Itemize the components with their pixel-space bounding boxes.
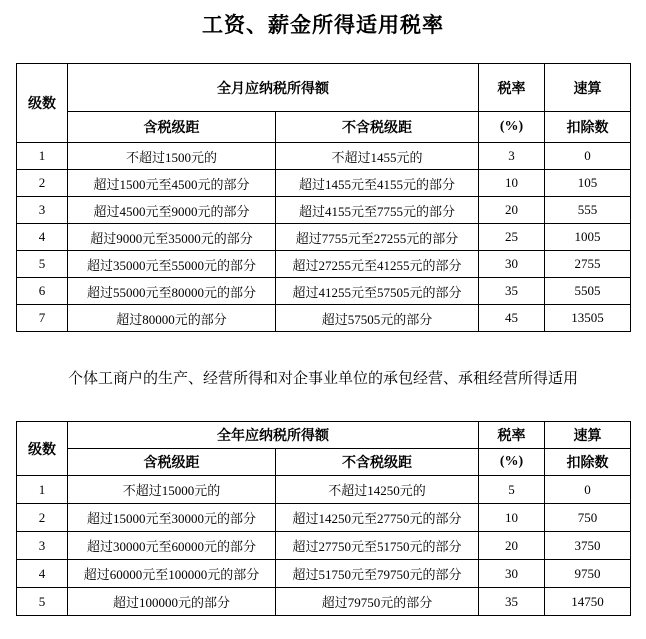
level-cell: 1: [17, 476, 68, 504]
rate-cell: 30: [479, 560, 545, 588]
col-header-incl-bracket: 含税级距: [68, 112, 276, 143]
col-header-excl-bracket: 不含税级距: [276, 112, 479, 143]
col-header-rate-bottom: (%): [479, 449, 545, 476]
level-cell: 4: [17, 560, 68, 588]
incl-bracket-cell: 超过1500元至4500元的部分: [68, 170, 276, 197]
table-row: [17, 197, 631, 224]
excl-bracket-cell: 超过4155元至7755元的部分: [276, 197, 479, 224]
quick-deduction-cell: 555: [545, 197, 631, 224]
rate-cell: 10: [479, 504, 545, 532]
incl-bracket-cell: 超过15000元至30000元的部分: [68, 504, 276, 532]
quick-deduction-cell: 5505: [545, 278, 631, 305]
header-row-2: [17, 112, 631, 143]
col-header-level: 级数: [17, 64, 68, 143]
table-row: [17, 476, 631, 504]
col-header-rate-bottom: (%): [479, 112, 545, 143]
quick-deduction-cell: 2755: [545, 251, 631, 278]
quick-deduction-cell: 1005: [545, 224, 631, 251]
header-row-1: [17, 422, 631, 449]
incl-bracket-cell: 超过100000元的部分: [68, 588, 276, 616]
level-cell: 7: [17, 305, 68, 332]
header-row-1: [17, 64, 631, 112]
incl-bracket-cell: 超过30000元至60000元的部分: [68, 532, 276, 560]
level-cell: 5: [17, 251, 68, 278]
rate-cell: 35: [479, 278, 545, 305]
table-row: [17, 532, 631, 560]
col-header-excl-bracket: 不含税级距: [276, 449, 479, 476]
rate-cell: 25: [479, 224, 545, 251]
rate-cell: 30: [479, 251, 545, 278]
excl-bracket-cell: 不超过14250元的: [276, 476, 479, 504]
header-row-2: [17, 449, 631, 476]
col-header-quick-bottom: 扣除数: [545, 449, 631, 476]
quick-deduction-cell: 0: [545, 476, 631, 504]
table-row: [17, 251, 631, 278]
section-subtitle: 个体工商户的生产、经营所得和对企事业单位的承包经营、承租经营所得适用: [67, 371, 578, 387]
col-header-taxable-income: 全年应纳税所得额: [68, 422, 479, 449]
incl-bracket-cell: 不超过15000元的: [68, 476, 276, 504]
rate-cell: 3: [479, 143, 545, 170]
level-cell: 1: [17, 143, 68, 170]
excl-bracket-cell: 超过41255元至57505元的部分: [276, 278, 479, 305]
table-row: [17, 224, 631, 251]
quick-deduction-cell: 14750: [545, 588, 631, 616]
col-header-incl-bracket: 含税级距: [68, 449, 276, 476]
col-header-quick-bottom: 扣除数: [545, 112, 631, 143]
rate-cell: 35: [479, 588, 545, 616]
table-row: [17, 278, 631, 305]
incl-bracket-cell: 超过55000元至80000元的部分: [68, 278, 276, 305]
excl-bracket-cell: 超过1455元至4155元的部分: [276, 170, 479, 197]
excl-bracket-cell: 超过79750元的部分: [276, 588, 479, 616]
col-header-level: 级数: [17, 422, 68, 476]
quick-deduction-cell: 13505: [545, 305, 631, 332]
incl-bracket-cell: 超过9000元至35000元的部分: [68, 224, 276, 251]
level-cell: 5: [17, 588, 68, 616]
rate-cell: 10: [479, 170, 545, 197]
level-cell: 3: [17, 197, 68, 224]
col-header-quick-top: 速算: [545, 422, 631, 449]
rate-cell: 20: [479, 532, 545, 560]
table-row: [17, 143, 631, 170]
incl-bracket-cell: 超过80000元的部分: [68, 305, 276, 332]
incl-bracket-cell: 不超过1500元的: [68, 143, 276, 170]
incl-bracket-cell: 超过35000元至55000元的部分: [68, 251, 276, 278]
incl-bracket-cell: 超过4500元至9000元的部分: [68, 197, 276, 224]
annual-business-tax-table: [16, 421, 631, 616]
excl-bracket-cell: 超过7755元至27255元的部分: [276, 224, 479, 251]
rate-cell: 20: [479, 197, 545, 224]
excl-bracket-cell: 超过27750元至51750元的部分: [276, 532, 479, 560]
table-row: [17, 305, 631, 332]
excl-bracket-cell: 超过57505元的部分: [276, 305, 479, 332]
excl-bracket-cell: 超过14250元至27750元的部分: [276, 504, 479, 532]
rate-cell: 45: [479, 305, 545, 332]
excl-bracket-cell: 超过51750元至79750元的部分: [276, 560, 479, 588]
col-header-quick-top: 速算: [545, 64, 631, 112]
level-cell: 2: [17, 170, 68, 197]
col-header-rate-top: 税率: [479, 64, 545, 112]
level-cell: 3: [17, 532, 68, 560]
monthly-salary-tax-table: [16, 63, 631, 332]
level-cell: 4: [17, 224, 68, 251]
table-row: [17, 170, 631, 197]
table-row: [17, 504, 631, 532]
level-cell: 6: [17, 278, 68, 305]
col-header-taxable-income: 全月应纳税所得额: [68, 64, 479, 112]
table-row: [17, 560, 631, 588]
rate-cell: 5: [479, 476, 545, 504]
quick-deduction-cell: 750: [545, 504, 631, 532]
quick-deduction-cell: 0: [545, 143, 631, 170]
excl-bracket-cell: 不超过1455元的: [276, 143, 479, 170]
page-title: 工资、薪金所得适用税率: [202, 13, 444, 37]
quick-deduction-cell: 9750: [545, 560, 631, 588]
excl-bracket-cell: 超过27255元至41255元的部分: [276, 251, 479, 278]
level-cell: 2: [17, 504, 68, 532]
table-row: [17, 588, 631, 616]
quick-deduction-cell: 3750: [545, 532, 631, 560]
incl-bracket-cell: 超过60000元至100000元的部分: [68, 560, 276, 588]
quick-deduction-cell: 105: [545, 170, 631, 197]
col-header-rate-top: 税率: [479, 422, 545, 449]
